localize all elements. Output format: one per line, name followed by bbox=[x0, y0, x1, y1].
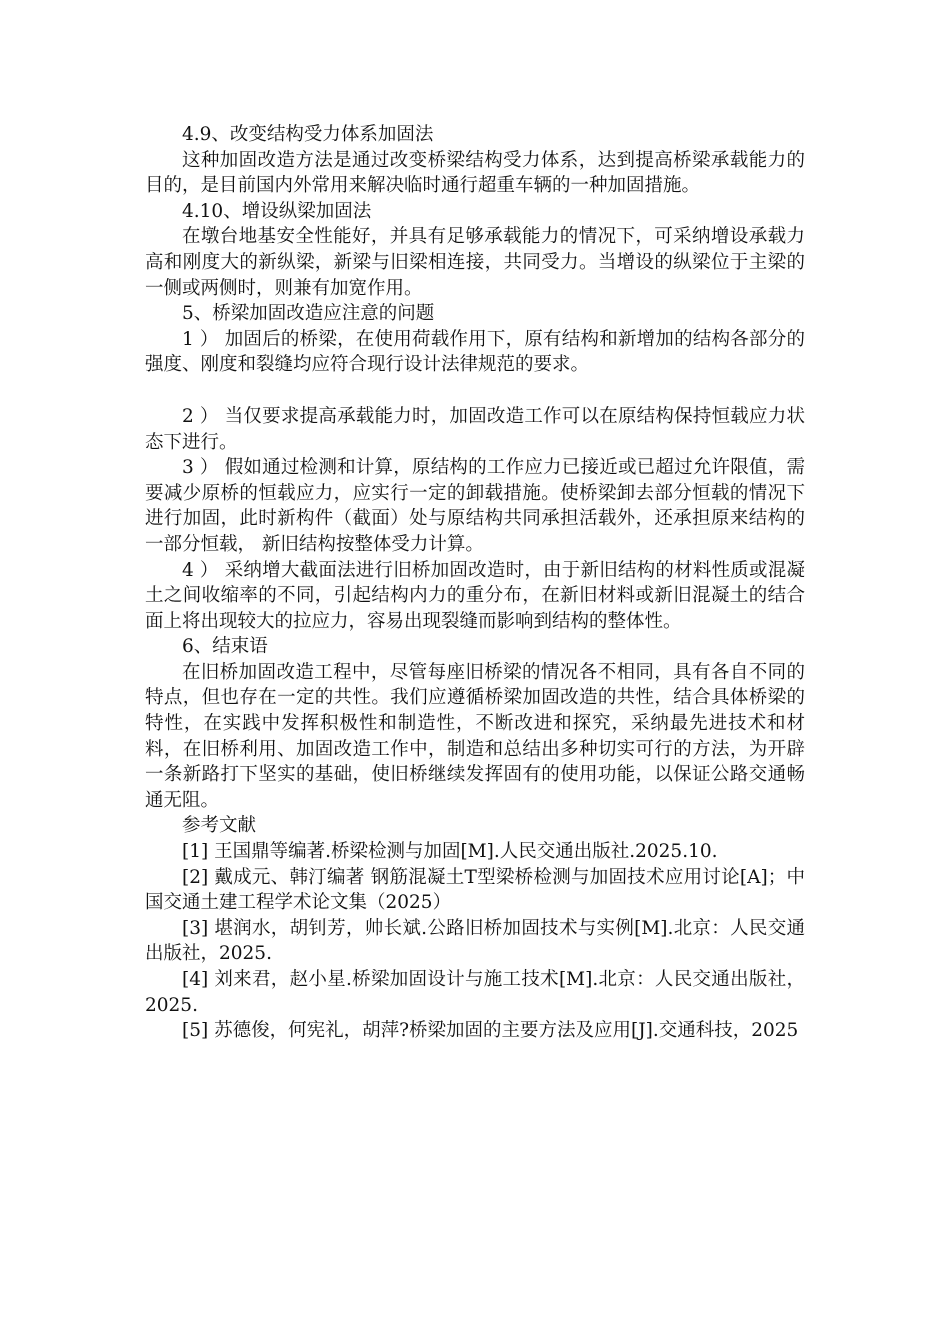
references-heading: 参考文献 bbox=[182, 815, 257, 837]
list-item: 4 ） 采纳增大截面法进行旧桥加固改造时，由于新旧结构的材料性质或混凝土之间收缩率的不同，引起结构内力的重分布，在新旧材料或新旧混凝土的结合面上将出现较大的拉应力，容易出现裂缝而影响到结构的整体性。 bbox=[145, 559, 805, 632]
body-paragraph: 在墩台地基安全性能好，并具有足够承载能力的情况下，可采纳增设承载力高和刚度大的新纵梁，新梁与旧梁相连接，共同受力。当增设的纵梁位于主梁的一侧或两侧时，则兼有加宽作用。 bbox=[145, 226, 805, 299]
paragraph-gap bbox=[145, 378, 805, 404]
document-body bbox=[145, 122, 805, 1044]
reference-item: [2] 戴成元、韩汀编著 钢筋混凝土T型梁桥检测与加固技术应用讨论[A]；中国交通土建工程学术论文集（2025） bbox=[145, 866, 805, 914]
list-item: 2 ） 当仅要求提高承载能力时，加固改造工作可以在原结构保持恒载应力状态下进行。 bbox=[145, 405, 805, 453]
reference-item: [3] 堪润水，胡钊芳，帅长斌.公路旧桥加固技术与实例[M].北京：人民交通出版社，2025. bbox=[145, 917, 805, 965]
reference-item: [5] 苏德俊，何宪礼，胡萍?桥梁加固的主要方法及应用[J].交通科技，2025 bbox=[182, 1020, 799, 1042]
section-heading-4-10: 4.10、增设纵梁加固法 bbox=[182, 200, 372, 222]
list-item: 3 ） 假如通过检测和计算，原结构的工作应力已接近或已超过允许限值，需要减少原桥的恒载应力，应实行一定的卸载措施。使桥梁卸去部分恒载的情况下进行加固，此时新构件（截面）处与原结构共同承担活载外，还承担原来结构的一部分恒载， 新旧结构按整体受力计算。 bbox=[145, 457, 805, 555]
body-paragraph: 这种加固改造方法是通过改变桥梁结构受力体系，达到提高桥梁承载能力的目的，是目前国内外常用来解决临时通行超重车辆的一种加固措施。 bbox=[145, 149, 805, 197]
section-heading-6: 6、结束语 bbox=[182, 636, 268, 658]
section-heading-5: 5、桥梁加固改造应注意的问题 bbox=[182, 303, 435, 325]
list-item: 1 ） 加固后的桥梁，在使用荷载作用下，原有结构和新增加的结构各部分的强度、刚度和裂缝均应符合现行设计法律规范的要求。 bbox=[145, 328, 805, 376]
reference-item: [4] 刘来君，赵小星.桥梁加固设计与施工技术[M].北京：人民交通出版社，2025. bbox=[145, 969, 805, 1016]
reference-item: [1] 王国鼎等编著.桥梁检测与加固[M].人民交通出版社.2025.10. bbox=[182, 841, 718, 863]
body-paragraph: 在旧桥加固改造工程中，尽管每座旧桥梁的情况各不相同，具有各自不同的特点，但也存在一定的共性。我们应遵循桥梁加固改造的共性，结合具体桥梁的特性，在实践中发挥积极性和制造性，不断改进和探究，采纳最先进技术和材料，在旧桥利用、加固改造工作中，制造和总结出多种切实可行的方法，为开辟一条新路打下坚实的基础，使旧桥继续发挥固有的使用功能，以保证公路交通畅通无阻。 bbox=[145, 661, 805, 811]
section-heading-4-9: 4.9、改变结构受力体系加固法 bbox=[182, 124, 434, 145]
